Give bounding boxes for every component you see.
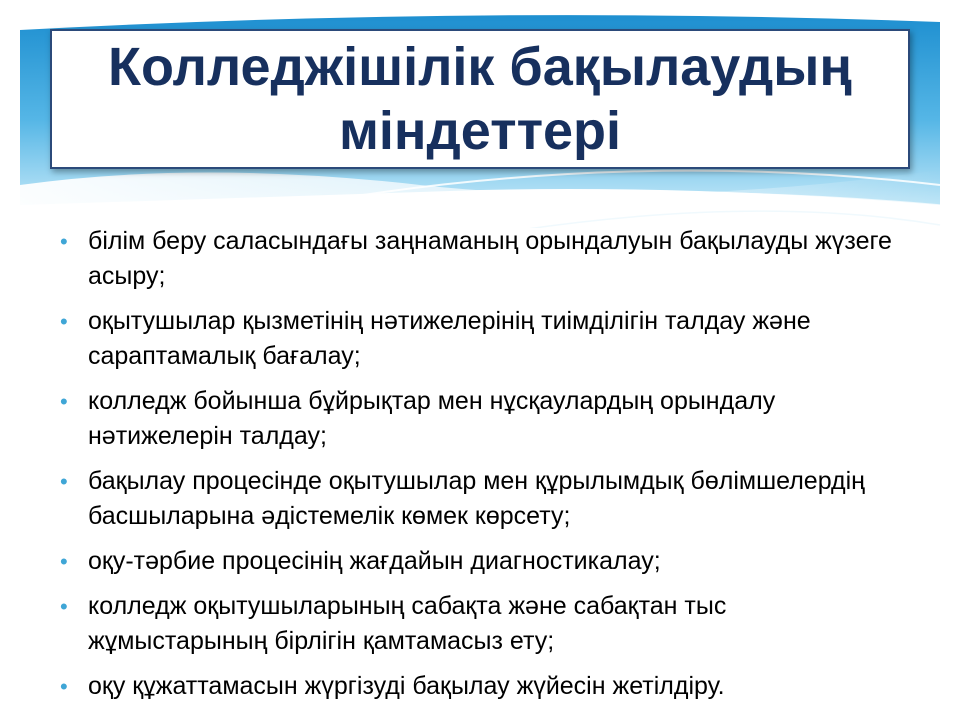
bullet-item (52, 224, 912, 294)
bullet-dot-icon: • (60, 469, 68, 494)
bullet-dot-icon: • (60, 549, 68, 574)
bullet-text: оқу-тәрбие процесінің жағдайын диагностикалау; (88, 547, 661, 575)
bullet-text: білім беру саласындағы заңнаманың орындалуын бақылауды жүзеге асыру; (88, 227, 892, 290)
bullet-dot-icon: • (60, 674, 68, 699)
slide-title: Колледжішілік бақылаудың міндеттері (107, 37, 852, 161)
bullet-item (52, 464, 912, 534)
bullet-text: оқытушылар қызметінің нәтижелерінің тиімділігін талдау және сараптамалық бағалау; (88, 307, 811, 370)
bullet-text: колледж бойынша бұйрықтар мен нұсқаулардың орындалу нәтижелерін талдау; (88, 387, 776, 450)
bullet-text: колледж оқытушыларының сабақта және сабақтан тыс жұмыстарының бірлігін қамтамасыз ету; (88, 592, 727, 655)
bullet-text: бақылау процесінде оқытушылар мен құрылымдық бөлімшелердің басшыларына әдістемелік көмек көрсету; (88, 467, 865, 530)
bullet-item (52, 384, 912, 454)
bullet-item (52, 304, 912, 374)
bullet-dot-icon: • (60, 594, 68, 619)
bullet-dot-icon: • (60, 309, 68, 334)
bullet-item (52, 669, 912, 704)
bullet-list (52, 224, 912, 714)
bullet-item (52, 544, 912, 579)
title-box (50, 29, 910, 169)
bullet-dot-icon: • (60, 229, 68, 254)
bullet-text: оқу құжаттамасын жүргізуді бақылау жүйесін жетілдіру. (88, 672, 725, 700)
bullet-dot-icon: • (60, 389, 68, 414)
bullet-item (52, 589, 912, 659)
